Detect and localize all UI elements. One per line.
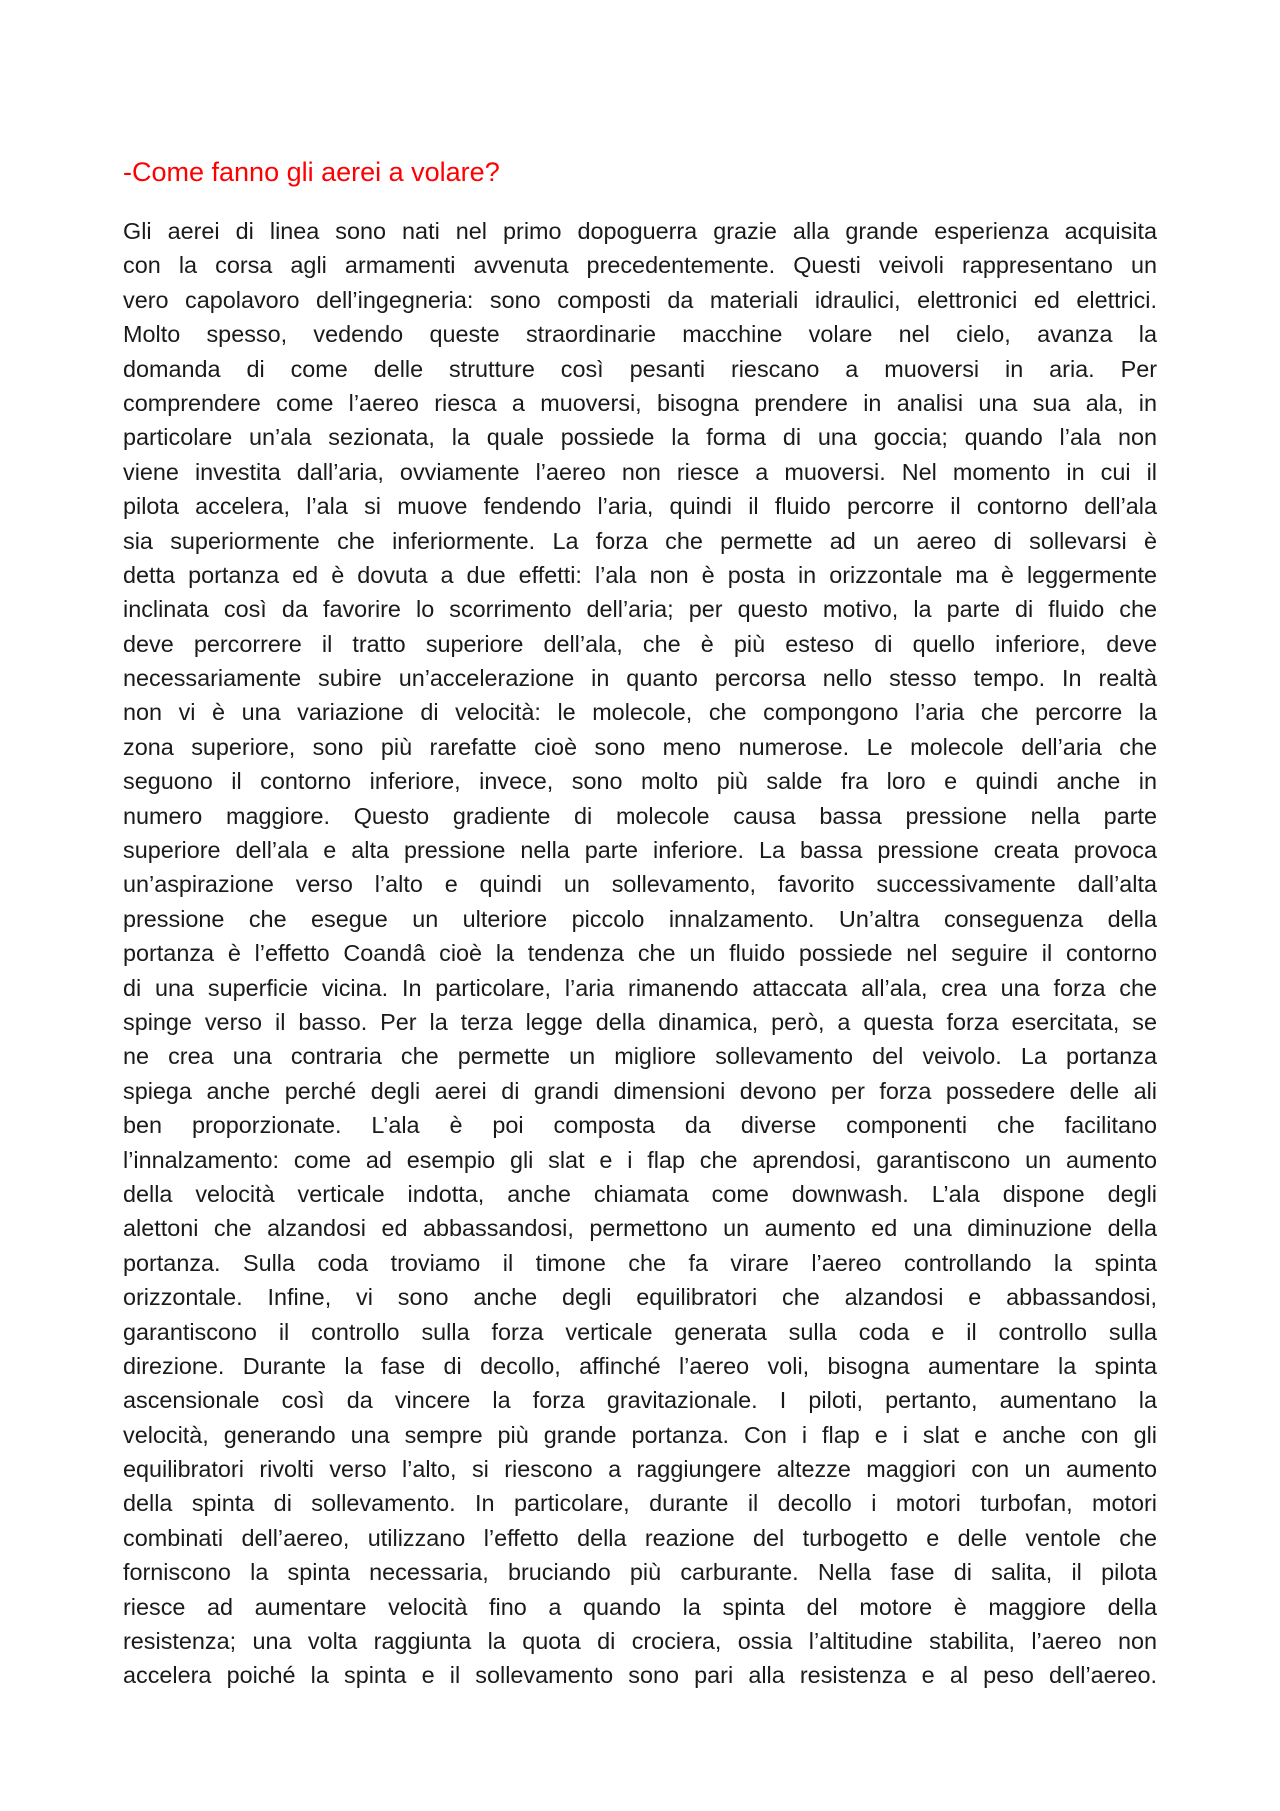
- text-line: zona superiore, sono più rarefatte cioè sono meno numerose. Le molecole dell’aria che: [123, 733, 1157, 760]
- text-line: deve percorrere il tratto superiore dell’ala, che è più esteso di quello inferiore, deve: [123, 630, 1157, 657]
- text-line: velocità, generando una sempre più grande portanza. Con i flap e i slat e anche con gli: [123, 1421, 1157, 1448]
- text-line: necessariamente subire un’accelerazione in quanto percorsa nello stesso tempo. In realtà: [123, 665, 1157, 692]
- text-line: portanza è l’effetto Coandâ cioè la tendenza che un fluido possiede nel seguire il contorno: [123, 940, 1157, 967]
- page-title: -Come fanno gli aerei a volare?: [123, 157, 500, 187]
- text-line: inclinata così da favorire lo scorrimento dell’aria; per questo motivo, la parte di fluido che: [123, 596, 1157, 623]
- body-paragraph: [123, 214, 1157, 1693]
- text-line: non vi è una variazione di velocità: le molecole, che compongono l’aria che percorre la: [123, 699, 1157, 726]
- text-line: superiore dell’ala e alta pressione nella parte inferiore. La bassa pressione creata provoca: [123, 837, 1157, 864]
- text-line: della velocità verticale indotta, anche chiamata come downwash. L’ala dispone degli: [123, 1180, 1157, 1207]
- text-line: portanza. Sulla coda troviamo il timone che fa virare l’aereo controllando la spinta: [123, 1249, 1157, 1276]
- text-line: detta portanza ed è dovuta a due effetti: l’ala non è posta in orizzontale ma è leggermente: [123, 561, 1157, 588]
- text-line: un’aspirazione verso l’alto e quindi un sollevamento, favorito successivamente dall’alta: [123, 871, 1157, 898]
- text-line: resistenza; una volta raggiunta la quota di crociera, ossia l’altitudine stabilita, l’aereo non: [123, 1628, 1157, 1655]
- text-line: alettoni che alzandosi ed abbassandosi, permettono un aumento ed una diminuzione della: [123, 1215, 1157, 1242]
- text-line: ne crea una contraria che permette un migliore sollevamento del veivolo. La portanza: [123, 1043, 1157, 1070]
- text-line: di una superficie vicina. In particolare, l’aria rimanendo attaccata all’ala, crea una forza che: [123, 974, 1157, 1001]
- text-line: direzione. Durante la fase di decollo, affinché l’aereo voli, bisogna aumentare la spinta: [123, 1352, 1157, 1379]
- text-line: domanda di come delle strutture così pesanti riescano a muoversi in aria. Per: [123, 355, 1157, 382]
- text-line: viene investita dall’aria, ovviamente l’aereo non riesce a muoversi. Nel momento in cui il: [123, 458, 1157, 485]
- text-line: comprendere come l’aereo riesca a muoversi, bisogna prendere in analisi una sua ala, in: [123, 389, 1157, 416]
- text-line: garantiscono il controllo sulla forza verticale generata sulla coda e il controllo sulla: [123, 1318, 1157, 1345]
- text-line: particolare un’ala sezionata, la quale possiede la forma di una goccia; quando l’ala non: [123, 424, 1157, 451]
- text-line: l’innalzamento: come ad esempio gli slat e i flap che aprendosi, garantiscono un aumento: [123, 1146, 1157, 1173]
- text-line: forniscono la spinta necessaria, bruciando più carburante. Nella fase di salita, il pilota: [123, 1559, 1157, 1586]
- text-line: pilota accelera, l’ala si muove fendendo l’aria, quindi il fluido percorre il contorno dell’ala: [123, 493, 1157, 520]
- text-line: numero maggiore. Questo gradiente di molecole causa bassa pressione nella parte: [123, 802, 1157, 829]
- text-line: spiega anche perché degli aerei di grandi dimensioni devono per forza possedere delle ali: [123, 1077, 1157, 1104]
- text-line: ascensionale così da vincere la forza gravitazionale. I piloti, pertanto, aumentano la: [123, 1387, 1157, 1414]
- text-line: pressione che esegue un ulteriore piccolo innalzamento. Un’altra conseguenza della: [123, 905, 1157, 932]
- text-line: equilibratori rivolti verso l’alto, si riescono a raggiungere altezze maggiori con un aumento: [123, 1456, 1157, 1483]
- text-line: accelera poiché la spinta e il sollevamento sono pari alla resistenza e al peso dell’aereo.: [123, 1662, 1157, 1689]
- text-line: sia superiormente che inferiormente. La forza che permette ad un aereo di sollevarsi è: [123, 527, 1157, 554]
- text-line: Gli aerei di linea sono nati nel primo dopoguerra grazie alla grande esperienza acquisita: [123, 218, 1157, 244]
- text-line: combinati dell’aereo, utilizzano l’effetto della reazione del turbogetto e delle ventole che: [123, 1524, 1157, 1551]
- text-line: vero capolavoro dell’ingegneria: sono composti da materiali idraulici, elettronici ed elettrici.: [123, 286, 1157, 313]
- text-line: con la corsa agli armamenti avvenuta precedentemente. Questi veivoli rappresentano un: [123, 252, 1157, 279]
- text-line: riesce ad aumentare velocità fino a quando la spinta del motore è maggiore della: [123, 1593, 1157, 1620]
- text-line: della spinta di sollevamento. In particolare, durante il decollo i motori turbofan, motori: [123, 1490, 1157, 1517]
- text-line: ben proporzionate. L’ala è poi composta da diverse componenti che facilitano: [123, 1112, 1157, 1139]
- text-line: spinge verso il basso. Per la terza legge della dinamica, però, a questa forza esercitata, se: [123, 1008, 1157, 1035]
- text-line: orizzontale. Infine, vi sono anche degli equilibratori che alzandosi e abbassandosi,: [123, 1284, 1157, 1311]
- text-line: Molto spesso, vedendo queste straordinarie macchine volare nel cielo, avanza la: [123, 321, 1157, 348]
- text-line: seguono il contorno inferiore, invece, sono molto più salde fra loro e quindi anche in: [123, 768, 1157, 795]
